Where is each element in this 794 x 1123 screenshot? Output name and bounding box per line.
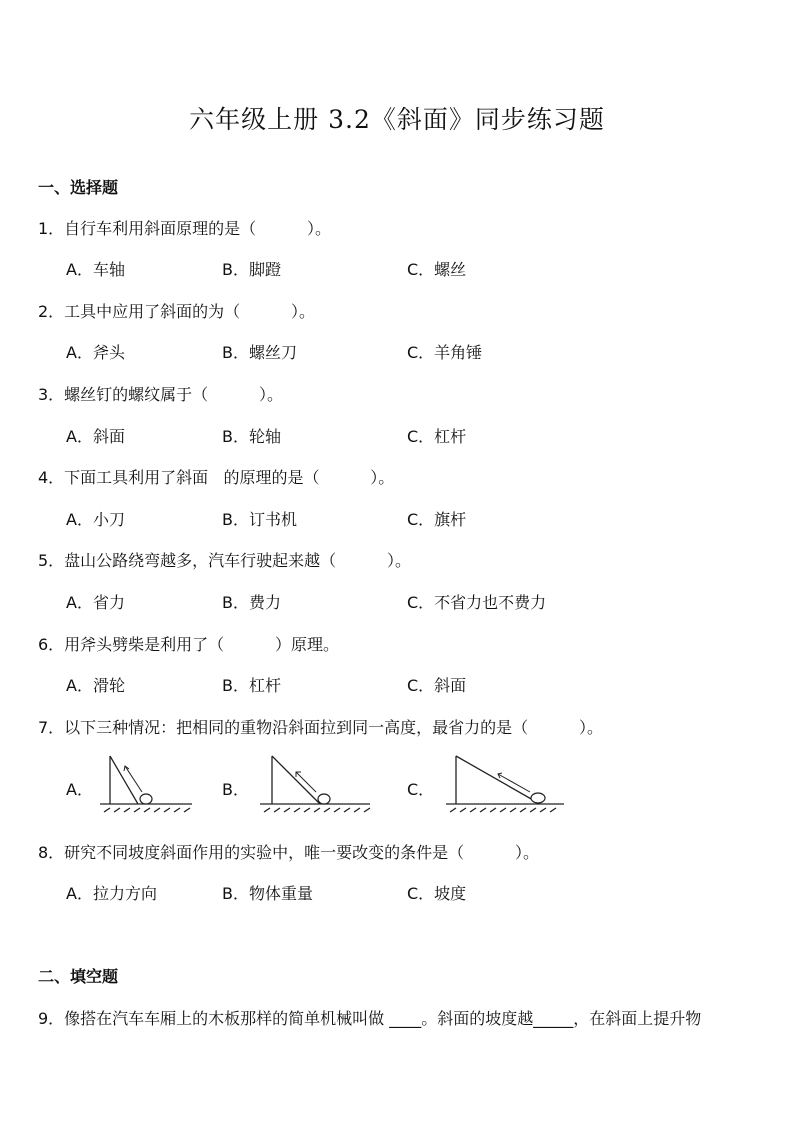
q2-option-a: A．斧头 [66, 343, 125, 362]
question-9: 9．像搭在汽车车厢上的木板那样的简单机械叫做 ____。斜面的坡度越_____，在斜面上提升物 [38, 1009, 702, 1028]
q3-option-a: A．斜面 [66, 427, 125, 446]
q6-option-c: C．斜面 [407, 676, 467, 695]
q1-option-a: A．车轴 [66, 260, 125, 279]
section-heading-fill-blank: 二、填空题 [38, 967, 119, 986]
q3-option-b: B．轮轴 [222, 427, 281, 446]
q6-option-a: A．滑轮 [66, 676, 125, 695]
q8-option-b: B．物体重量 [222, 884, 313, 903]
q1-option-c: C．螺丝 [407, 260, 467, 279]
q5-option-a: A．省力 [66, 593, 125, 612]
question-5: 5．盘山公路绕弯越多，汽车行驶起来越（ ）。 [38, 551, 412, 570]
question-7: 7．以下三种情况：把相同的重物沿斜面拉到同一高度，最省力的是（ ）。 [38, 718, 604, 737]
question-3: 3．螺丝钉的螺纹属于（ ）。 [38, 385, 284, 404]
q7-option-a: A． [66, 780, 93, 799]
question-8: 8．研究不同坡度斜面作用的实验中，唯一要改变的条件是（ ）。 [38, 843, 540, 862]
question-1: 1．自行车利用斜面原理的是（ ）。 [38, 219, 332, 238]
q5-option-c: C．不省力也不费力 [407, 593, 547, 612]
q7-option-b: B． [222, 780, 249, 799]
q1-option-b: B．脚蹬 [222, 260, 281, 279]
q7-option-c: C． [407, 780, 435, 799]
question-4: 4．下面工具利用了斜面 的原理的是（ ）。 [38, 468, 395, 487]
q4-option-a: A．小刀 [66, 510, 125, 529]
q6-option-b: B．杠杆 [222, 676, 281, 695]
q4-option-c: C．旗杆 [407, 510, 467, 529]
q2-option-c: C．羊角锤 [407, 343, 483, 362]
incline-diagram-medium [256, 752, 376, 814]
q8-option-a: A．拉力方向 [66, 884, 157, 903]
q8-option-c: C．坡度 [407, 884, 467, 903]
page-title: 六年级上册 3.2《斜面》同步练习题 [189, 105, 605, 134]
q4-option-b: B．订书机 [222, 510, 297, 529]
incline-diagram-steep [98, 752, 198, 814]
question-2: 2．工具中应用了斜面的为（ ）。 [38, 302, 316, 321]
section-heading-choice: 一、选择题 [38, 178, 119, 197]
q5-option-b: B．费力 [222, 593, 281, 612]
question-6: 6．用斧头劈柴是利用了（ ）原理。 [38, 635, 340, 654]
q3-option-c: C．杠杆 [407, 427, 467, 446]
q2-option-b: B．螺丝刀 [222, 343, 297, 362]
incline-diagram-gentle [446, 752, 568, 814]
